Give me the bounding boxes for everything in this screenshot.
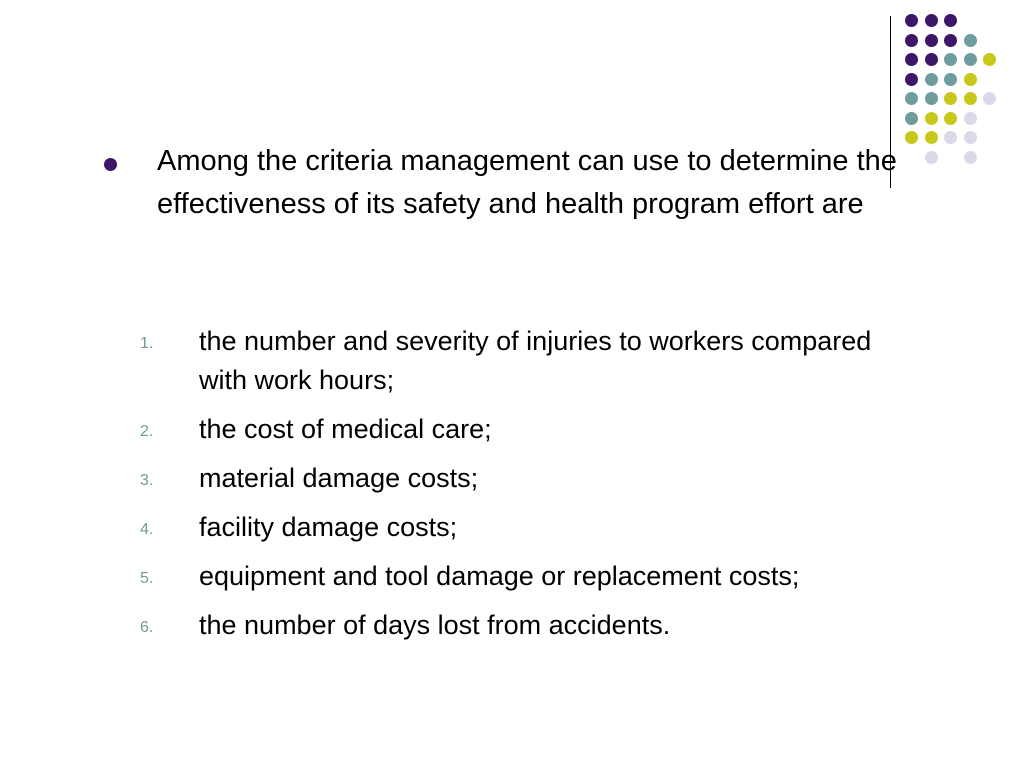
decorative-dot xyxy=(944,53,957,66)
list-item-number: 6. xyxy=(140,619,154,636)
decorative-dot xyxy=(905,112,918,125)
decorative-dot xyxy=(944,73,957,86)
decorative-dot xyxy=(905,92,918,105)
decorative-dot xyxy=(925,34,938,47)
decorative-dot xyxy=(925,151,938,164)
decorative-dot xyxy=(925,14,938,27)
decorative-dot xyxy=(944,131,957,144)
list-item xyxy=(140,606,900,645)
list-item xyxy=(140,410,900,449)
list-item-number: 4. xyxy=(140,521,154,538)
decorative-dot xyxy=(964,34,977,47)
decorative-dot-grid xyxy=(905,14,1005,164)
decorative-dot xyxy=(925,53,938,66)
list-item-text: facility damage costs; xyxy=(199,512,458,542)
decorative-dot xyxy=(964,53,977,66)
list-item xyxy=(140,557,900,596)
criteria-list xyxy=(140,322,900,655)
list-item-number: 3. xyxy=(140,472,154,489)
decorative-dot xyxy=(925,73,938,86)
decorative-dot xyxy=(944,14,957,27)
decorative-dot xyxy=(925,92,938,105)
main-bullet-text: Among the criteria management can use to determine the effectiveness of its safety and health program effort are xyxy=(157,145,897,220)
list-item-number: 5. xyxy=(140,570,154,587)
list-item xyxy=(140,322,900,400)
bullet-dot-icon xyxy=(104,158,117,171)
decorative-dot xyxy=(964,131,977,144)
decorative-dot xyxy=(983,92,996,105)
decorative-dot xyxy=(905,131,918,144)
decorative-dot xyxy=(905,73,918,86)
decorative-dot xyxy=(925,131,938,144)
list-item-number: 2. xyxy=(140,423,154,440)
decorative-dot xyxy=(964,73,977,86)
decorative-dot xyxy=(944,112,957,125)
list-item xyxy=(140,459,900,498)
decorative-dot xyxy=(925,112,938,125)
decorative-dot xyxy=(983,53,996,66)
decorative-dot xyxy=(964,151,977,164)
list-item-text: equipment and tool damage or replacement costs; xyxy=(199,561,800,591)
decorative-dot xyxy=(964,92,977,105)
list-item xyxy=(140,508,900,547)
list-item-number: 1. xyxy=(140,335,154,352)
decorative-dot xyxy=(944,92,957,105)
list-item-text: material damage costs; xyxy=(199,463,479,493)
decorative-dot xyxy=(905,53,918,66)
list-item-text: the number and severity of injuries to workers compared with work hours; xyxy=(199,326,872,395)
decorative-dot xyxy=(964,112,977,125)
decorative-dot xyxy=(905,34,918,47)
list-item-text: the cost of medical care; xyxy=(199,414,492,444)
decorative-dot xyxy=(944,34,957,47)
decorative-dot xyxy=(905,14,918,27)
list-item-text: the number of days lost from accidents. xyxy=(199,610,671,640)
